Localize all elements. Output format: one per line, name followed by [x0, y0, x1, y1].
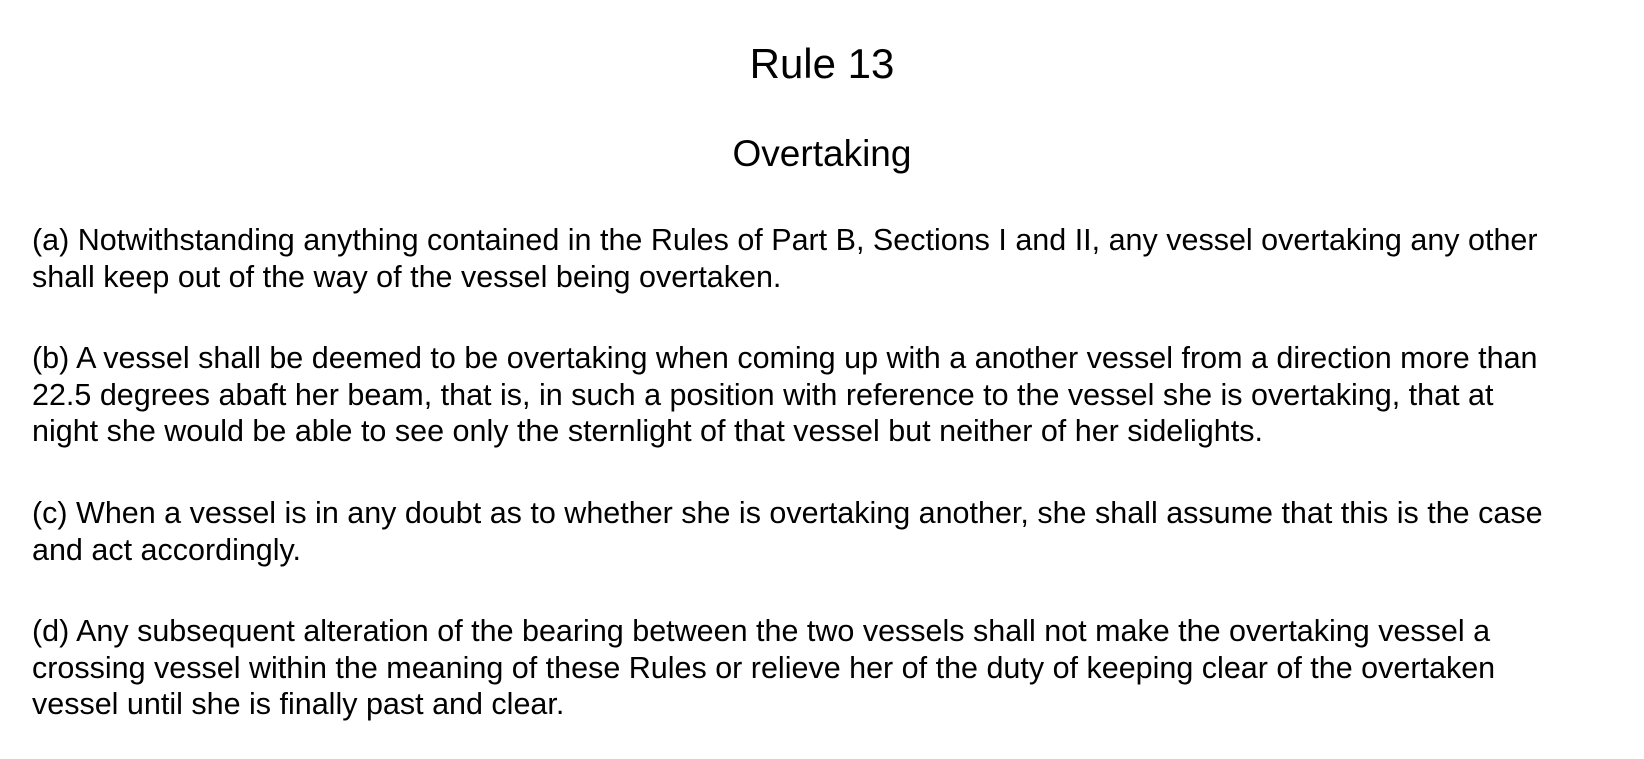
paragraph-a	[32, 222, 1622, 295]
paragraph-line: crossing vessel within the meaning of these Rules or relieve her of the duty of keeping clear of the overtaken	[32, 650, 1496, 685]
rule-number-heading: Rule 13	[749, 40, 895, 87]
paragraph-line: night she would be able to see only the sternlight of that vessel but neither of her sidelights.	[32, 414, 1263, 448]
paragraph-b	[32, 340, 1622, 450]
rule-title-heading: Overtaking	[732, 133, 912, 174]
paragraph-line: vessel until she is finally past and clear.	[32, 687, 565, 721]
paragraph-line: (a) Notwithstanding anything contained in the Rules of Part B, Sections I and II, any vessel overtaking any other	[32, 223, 1538, 257]
paragraph-line: (b) A vessel shall be deemed to be overtaking when coming up with a another vessel from a direction more than	[32, 341, 1538, 375]
paragraph-line: (c) When a vessel is in any doubt as to whether she is overtaking another, she shall assume that this is the case	[32, 496, 1543, 530]
paragraph-line: shall keep out of the way of the vessel being overtaken.	[32, 259, 782, 294]
paragraph-line: 22.5 degrees abaft her beam, that is, in such a position with reference to the vessel she is overtaking, that at	[32, 377, 1494, 412]
paragraph-d	[32, 613, 1622, 723]
paragraph-line: (d) Any subsequent alteration of the bearing between the two vessels shall not make the overtaking vessel a	[32, 614, 1491, 648]
paragraph-line: and act accordingly.	[32, 532, 302, 567]
paragraph-c	[32, 495, 1622, 568]
